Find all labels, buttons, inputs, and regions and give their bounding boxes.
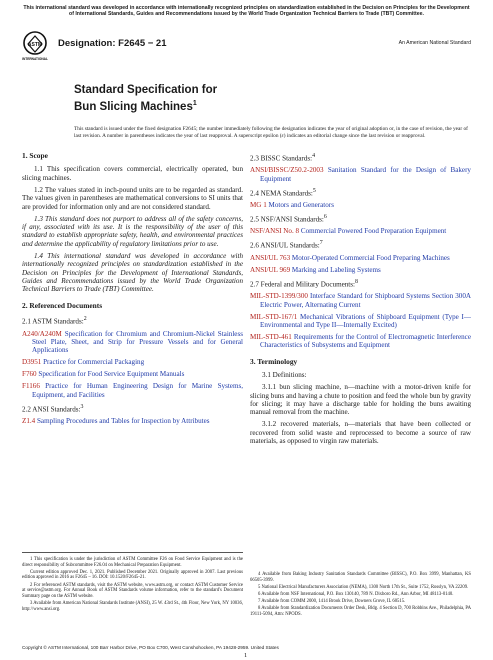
- reference-title-link[interactable]: Mechanical Vibrations of Shipboard Equipment (Type I—Environmental and Type II—Internally Excited): [260, 312, 471, 330]
- footnote: 3 Available from American National Standards Institute (ANSI), 25 W. 43rd St., 4th Floor, New York, NY 10036, http://www.ansi.org.: [22, 600, 243, 612]
- reference-title-link[interactable]: Specification for Chromium and Chromium-Nickel Stainless Steel Plate, Sheet, and Strip for Pressure Vessels and for General Applications: [32, 329, 243, 355]
- reference-title-link[interactable]: Requirements for the Control of Electromagnetic Interference Characteristics of Subsystems and Equipment: [260, 333, 471, 350]
- logo-text: INTERNATIONAL: [22, 57, 48, 61]
- reference-entry: [22, 370, 243, 378]
- military-documents-heading: 2.7 Federal and Military Documents:$^8$: [250, 278, 358, 289]
- ansi-standards-heading: 2.2 ANSI Standards:$^3$: [22, 403, 84, 414]
- reference-code-link[interactable]: D3951: [22, 358, 42, 367]
- ul-standards-heading: 2.6 ANSI/UL Standards:$^7$: [250, 240, 323, 250]
- reference-title-link[interactable]: Specification for Food Service Equipment Manuals: [38, 370, 185, 379]
- section-scope-heading: 1. Scope: [22, 151, 48, 160]
- reference-code-link[interactable]: MIL-STD-461: [250, 333, 292, 342]
- reference-entry: [22, 330, 243, 355]
- title-line-2: Bun Slicing Machines$^1$: [74, 100, 197, 113]
- footnotes-right: [250, 572, 471, 619]
- reference-entry: [250, 266, 471, 274]
- reference-code-link[interactable]: NSF/ANSI No. 8: [250, 227, 300, 236]
- reference-code-link[interactable]: A240/A240M: [22, 329, 62, 338]
- section-terminology-heading: 3. Terminology: [250, 356, 298, 366]
- reference-entry: [250, 227, 471, 235]
- military-reference-list: [250, 292, 471, 350]
- svg-text:ASTM: ASTM: [27, 42, 43, 48]
- astm-standards-heading: 2.1 ASTM Standards:$^2$: [22, 316, 87, 326]
- reference-entry: [250, 254, 471, 262]
- reference-code-link[interactable]: MIL-STD-1399/300: [250, 292, 308, 301]
- footnote: 2 For referenced ASTM standards, visit the ASTM website, www.astm.org, or contact ASTM Customer Service at service@astm.org. For Annual Book of ASTM Standards volume information, refer to the standard's Document Summary page on the ASTM website.: [22, 582, 243, 599]
- section-referenced-documents-heading: 2. Referenced Documents: [22, 300, 103, 310]
- nema-standards-heading: 2.4 NEMA Standards:$^5$: [250, 187, 316, 198]
- reference-code-link[interactable]: MIL-STD-167/1: [250, 312, 298, 321]
- footnote: 5 National Electrical Manufacturers Association (NEMA), 1300 North 17th St., Suite 1752, Rosslyn, VA 22209.: [258, 584, 469, 590]
- reference-title-link[interactable]: Sanitation Standard for the Design of Bakery Equipment: [260, 166, 471, 183]
- footnote: 6 Available from NSF International, P.O. Box 130140, 789 N. Dixboro Rd., Ann Arbor, MI 48113-0140.: [258, 591, 454, 597]
- designation: Designation: F2645 − 21: [58, 38, 167, 49]
- title-line-1: Standard Specification for: [74, 84, 218, 96]
- nsf-standards-heading: 2.5 NSF/ANSI Standards:$^6$: [250, 214, 327, 224]
- reference-title-link[interactable]: Sampling Procedures and Tables for Inspection by Attributes: [36, 417, 210, 426]
- reference-entry: [22, 382, 243, 399]
- definition-bun-slicing-machine: 3.1.1 bun slicing machine, n—machine with a motor-driven knife for slicing buns and having a chute to position and feed the whole bun by gravity for slicing; it may have a discharge table for holding the buns awaiting manual removal from the machine.: [250, 383, 471, 417]
- bissc-reference-list: [250, 166, 471, 183]
- copyright-line: Copyright © ASTM International, 100 Barr Harbor Drive, PO Box C700, West Conshohocken, PA 19428-2959. United States: [22, 645, 279, 650]
- footnotes-left: [22, 552, 243, 614]
- reference-code-link[interactable]: ANSI/BISSC/Z50.2-2003: [250, 166, 324, 175]
- reference-entry: [250, 201, 471, 209]
- footnote: 4 Available from Baking Industry Sanitation Standards Committee (BISSC), P.O. Box 3999, Manhattan, KS 66505-3999.: [250, 572, 471, 583]
- reference-code-link[interactable]: ANSI/UL 969: [250, 265, 291, 274]
- reference-title-link[interactable]: Practice for Commercial Packaging: [43, 358, 145, 367]
- footnote: 1 This specification is under the jurisdiction of ASTM Committee F26 on Food Service Equipment and is the direct responsibility of Subcommittee F26.04 on Mechanical Preparation Equipment.: [22, 557, 243, 568]
- reference-entry: [250, 166, 471, 183]
- reference-entry: [250, 313, 471, 330]
- reference-code-link[interactable]: F1166: [22, 382, 40, 391]
- reference-code-link[interactable]: Z1.4: [22, 417, 36, 426]
- left-column: [22, 152, 243, 429]
- reference-code-link[interactable]: F760: [22, 370, 37, 379]
- scope-paragraph: 1.3 This standard does not purport to address all of the safety concerns, if any, associated with its use. It is the responsibility of the user of this standard to establish appropriate safety, health, and environmental practices and determine the applicability of regulatory limitations prior to use.: [22, 214, 243, 248]
- nsf-reference-list: [250, 227, 471, 235]
- reference-title-link[interactable]: Motor-Operated Commercial Food Preparing Machines: [291, 253, 450, 262]
- page-number: 1: [244, 652, 248, 659]
- reference-code-link[interactable]: MG 1: [250, 201, 267, 210]
- title-footnote-marker: 1: [192, 100, 197, 107]
- bissc-standards-heading: 2.3 BISSC Standards:$^4$: [250, 153, 316, 163]
- astm-reference-list: [22, 330, 243, 400]
- document-title: [74, 84, 217, 114]
- definition-recovered-materials: 3.1.2 recovered materials, n—materials that have been collected or recovered from solid waste and reprocessed to become a source of raw materials, as opposed to virgin raw materials.: [250, 420, 471, 446]
- scope-paragraph: 1.4 This international standard was developed in accordance with internationally recognized principles on standardization established in the Decision on Principles for the Development of International Standards, Guides and Recommendations issued by the World Trade Organization Technical Barriers to Trade (TBT) Committee.: [22, 251, 243, 294]
- american-national-standard-label: An American National Standard: [398, 40, 471, 46]
- scope-paragraph: 1.2 The values stated in inch-pound units are to be regarded as standard. The values given in parentheses are mathematical conversions to SI units that are provided for information only and are not considered standard.: [22, 185, 243, 211]
- international-standard-notice: This international standard was developed in accordance with internationally recognized principles on standardization established in the Decision on Principles for the Development of International Standards, Guides and Recommendations issued by the World Trade Organization Technical Barriers to Trade (TBT) Committee.: [23, 5, 470, 18]
- ansi-reference-list: [22, 417, 243, 425]
- reference-entry: [250, 333, 471, 350]
- astm-logo: [22, 30, 48, 62]
- scope-paragraph: 1.1 This specification covers commercial, electrically operated, bun slicing machines.: [22, 165, 243, 182]
- reference-title-link[interactable]: Motors and Generators: [268, 201, 334, 210]
- reference-title-link[interactable]: Interface Standard for Shipboard Systems Section 300A Electric Power, Alternating Current: [260, 292, 471, 309]
- standard-issuance-note: This standard is issued under the fixed designation F2645; the number immediately following the designation indicates the year of original adoption or, in the case of revision, the year of last revision. A number in parentheses indicates the year of last reapproval. A superscript epsilon (ε) indicates an editorial change since the last revision or reapproval.: [74, 126, 468, 139]
- reference-code-link[interactable]: ANSI/UL 763: [250, 253, 291, 262]
- footnote: 8 Available from Standardization Documents Order Desk, Bldg. 4 Section D, 700 Robbins Ave., Philadelphia, PA 19111-5094, Attn: NPODS.: [250, 606, 471, 617]
- right-column: [250, 152, 471, 449]
- reference-entry: [22, 417, 243, 425]
- footnote: 7 Available from COMM 2000, 1414 Brook Drive, Downers Grove, IL 60515.: [258, 599, 406, 605]
- reference-entry: [250, 292, 471, 309]
- reference-title-link[interactable]: Commercial Powered Food Preparation Equipment: [300, 227, 447, 236]
- reference-entry: [22, 358, 243, 366]
- nema-reference-list: [250, 201, 471, 209]
- ul-reference-list: [250, 254, 471, 274]
- reference-title-link[interactable]: Marking and Labeling Systems: [291, 265, 381, 274]
- footnote: Current edition approved Dec. 1, 2021. Published December 2021. Originally approved in 2007. Last previous edition approved in 2016 as F2645 – 16. DOI: 10.1520/F2645-21.: [22, 569, 243, 581]
- definitions-heading: 3.1 Definitions:: [262, 371, 307, 380]
- reference-title-link[interactable]: Practice for Human Engineering Design for Marine Systems, Equipment, and Facilities: [32, 382, 243, 399]
